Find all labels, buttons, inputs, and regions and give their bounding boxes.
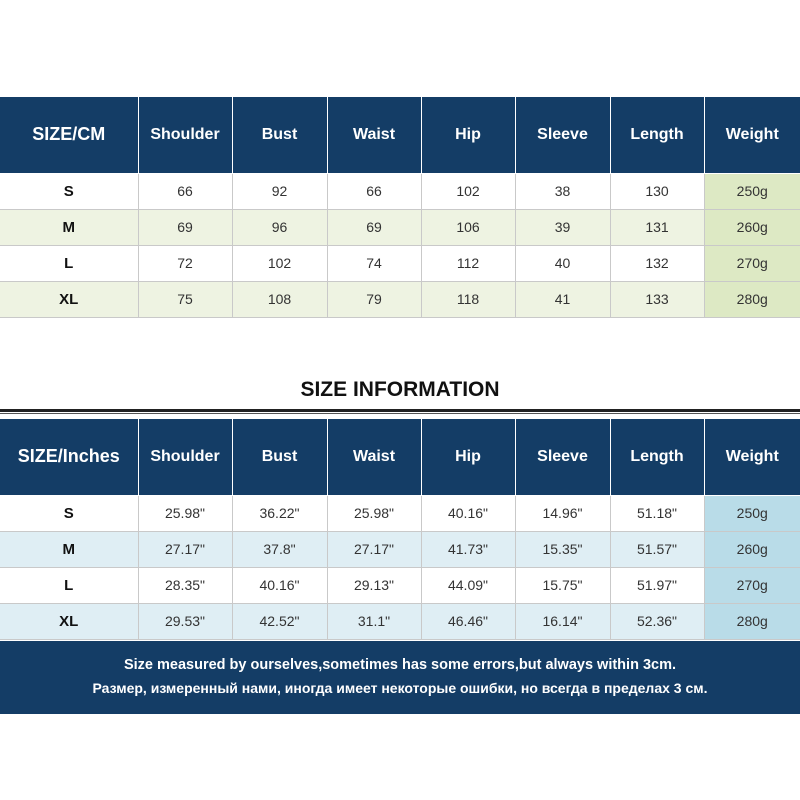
cell-hip: 41.73": [421, 531, 515, 567]
cell-length: 51.57": [610, 531, 704, 567]
cell-bust: 108: [232, 281, 327, 317]
cell-length: 51.97": [610, 567, 704, 603]
table-row: [0, 245, 800, 281]
header-waist: Waist: [327, 419, 421, 495]
header-length: Length: [610, 419, 704, 495]
cell-bust: 102: [232, 245, 327, 281]
header-bust: Bust: [232, 419, 327, 495]
cell-size: XL: [0, 281, 138, 317]
cell-shoulder: 75: [138, 281, 232, 317]
table-row: [0, 495, 800, 531]
cell-weight: 270g: [704, 567, 800, 603]
cell-waist: 31.1": [327, 603, 421, 639]
cell-sleeve: 38: [515, 173, 610, 209]
cell-length: 51.18": [610, 495, 704, 531]
cell-shoulder: 25.98": [138, 495, 232, 531]
cell-weight: 280g: [704, 603, 800, 639]
cell-hip: 106: [421, 209, 515, 245]
cell-hip: 118: [421, 281, 515, 317]
table-header-row: [0, 97, 800, 173]
cell-hip: 112: [421, 245, 515, 281]
table-row: [0, 209, 800, 245]
cell-size: M: [0, 209, 138, 245]
cell-sleeve: 15.35": [515, 531, 610, 567]
header-hip: Hip: [421, 97, 515, 173]
measurement-notice: [0, 641, 800, 714]
cell-size: M: [0, 531, 138, 567]
table-row: [0, 531, 800, 567]
title-divider: [0, 409, 800, 412]
table-row: [0, 567, 800, 603]
cell-length: 132: [610, 245, 704, 281]
header-waist: Waist: [327, 97, 421, 173]
cell-weight: 270g: [704, 245, 800, 281]
header-weight: Weight: [704, 419, 800, 495]
table-row: [0, 173, 800, 209]
cell-sleeve: 41: [515, 281, 610, 317]
cell-weight: 260g: [704, 209, 800, 245]
section-title: SIZE INFORMATION: [300, 378, 500, 401]
cell-size: L: [0, 245, 138, 281]
cell-hip: 40.16": [421, 495, 515, 531]
title-divider-thin: [0, 413, 800, 414]
cell-size: L: [0, 567, 138, 603]
size-table-cm: [0, 97, 800, 318]
header-bust: Bust: [232, 97, 327, 173]
cell-sleeve: 40: [515, 245, 610, 281]
cell-hip: 44.09": [421, 567, 515, 603]
cell-waist: 79: [327, 281, 421, 317]
cell-bust: 36.22": [232, 495, 327, 531]
cell-waist: 29.13": [327, 567, 421, 603]
cell-sleeve: 39: [515, 209, 610, 245]
cell-bust: 42.52": [232, 603, 327, 639]
notice-english: Size measured by ourselves,sometimes has some errors,but always within 3cm.: [123, 657, 677, 673]
cell-sleeve: 16.14": [515, 603, 610, 639]
table-row: [0, 281, 800, 317]
table-row: [0, 603, 800, 639]
cell-weight: 250g: [704, 495, 800, 531]
header-shoulder: Shoulder: [138, 97, 232, 173]
cell-bust: 96: [232, 209, 327, 245]
cell-length: 52.36": [610, 603, 704, 639]
notice-russian: Размер, измеренный нами, иногда имеет некоторые ошибки, но всегда в пределах 3 см.: [92, 680, 708, 696]
header-shoulder: Shoulder: [138, 419, 232, 495]
cell-shoulder: 29.53": [138, 603, 232, 639]
cell-shoulder: 72: [138, 245, 232, 281]
header-size: SIZE/Inches: [0, 419, 138, 495]
cell-waist: 25.98": [327, 495, 421, 531]
cell-bust: 92: [232, 173, 327, 209]
cell-hip: 102: [421, 173, 515, 209]
cell-shoulder: 27.17": [138, 531, 232, 567]
header-sleeve: Sleeve: [515, 419, 610, 495]
cell-weight: 260g: [704, 531, 800, 567]
cell-bust: 40.16": [232, 567, 327, 603]
cell-waist: 74: [327, 245, 421, 281]
header-size: SIZE/CM: [0, 97, 138, 173]
cell-length: 133: [610, 281, 704, 317]
cell-waist: 69: [327, 209, 421, 245]
cell-shoulder: 66: [138, 173, 232, 209]
cell-length: 131: [610, 209, 704, 245]
table-header-row: [0, 419, 800, 495]
size-table-inches: [0, 419, 800, 640]
header-hip: Hip: [421, 419, 515, 495]
cell-shoulder: 69: [138, 209, 232, 245]
cell-waist: 66: [327, 173, 421, 209]
cell-hip: 46.46": [421, 603, 515, 639]
header-weight: Weight: [704, 97, 800, 173]
header-sleeve: Sleeve: [515, 97, 610, 173]
cell-size: S: [0, 495, 138, 531]
cell-sleeve: 15.75": [515, 567, 610, 603]
cell-weight: 250g: [704, 173, 800, 209]
cell-shoulder: 28.35": [138, 567, 232, 603]
cell-waist: 27.17": [327, 531, 421, 567]
cell-weight: 280g: [704, 281, 800, 317]
cell-sleeve: 14.96": [515, 495, 610, 531]
cell-size: S: [0, 173, 138, 209]
cell-length: 130: [610, 173, 704, 209]
header-length: Length: [610, 97, 704, 173]
cell-bust: 37.8": [232, 531, 327, 567]
cell-size: XL: [0, 603, 138, 639]
